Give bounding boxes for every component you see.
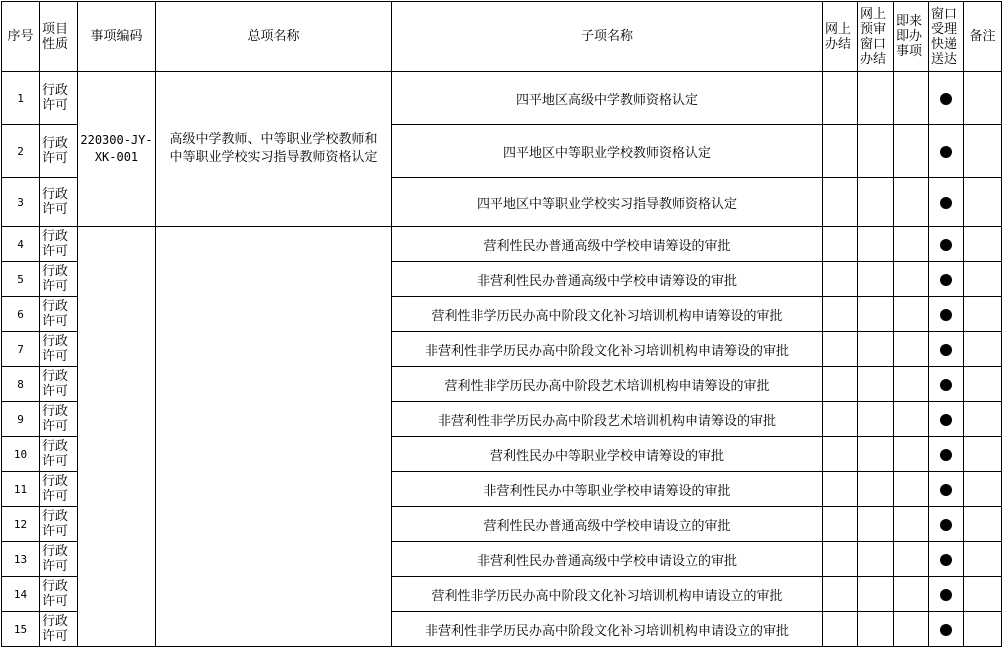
- header-code: 事项编码: [78, 2, 156, 72]
- filled-circle-icon: [940, 554, 952, 566]
- remark-cell: [964, 472, 1002, 507]
- row-number: 8: [2, 367, 40, 402]
- table-row: [2, 227, 1002, 262]
- sub-item-name: 营利性民办普通高级中学校申请筹设的审批: [392, 227, 823, 262]
- instant-cell: [894, 437, 929, 472]
- table-row: [2, 72, 1002, 125]
- row-number: 3: [2, 178, 40, 227]
- remark-cell: [964, 178, 1002, 227]
- online-cell: [823, 577, 858, 612]
- window-express-cell: [929, 437, 964, 472]
- sub-item-name: 非营利性民办中等职业学校申请筹设的审批: [392, 472, 823, 507]
- pre-review-cell: [858, 125, 894, 178]
- window-express-cell: [929, 542, 964, 577]
- remark-cell: [964, 507, 1002, 542]
- general-item-name: 高级中学教师、中等职业学校教师和 中等职业学校实习指导教师资格认定: [156, 72, 392, 227]
- filled-circle-icon: [940, 589, 952, 601]
- row-nature: 行政 许可: [40, 402, 78, 437]
- online-cell: [823, 612, 858, 647]
- instant-cell: [894, 178, 929, 227]
- row-number: 5: [2, 262, 40, 297]
- row-number: 15: [2, 612, 40, 647]
- pre-review-cell: [858, 542, 894, 577]
- online-cell: [823, 437, 858, 472]
- instant-cell: [894, 72, 929, 125]
- pre-review-cell: [858, 262, 894, 297]
- row-number: 2: [2, 125, 40, 178]
- row-nature: 行政 许可: [40, 367, 78, 402]
- instant-cell: [894, 577, 929, 612]
- row-number: 11: [2, 472, 40, 507]
- remark-cell: [964, 612, 1002, 647]
- pre-review-cell: [858, 402, 894, 437]
- row-nature: 行政 许可: [40, 297, 78, 332]
- row-number: 9: [2, 402, 40, 437]
- sub-item-name: 非营利性非学历民办高中阶段艺术培训机构申请筹设的审批: [392, 402, 823, 437]
- window-express-cell: [929, 125, 964, 178]
- filled-circle-icon: [940, 239, 952, 251]
- online-cell: [823, 125, 858, 178]
- header-window-express: 窗口 受理 快递 送达: [929, 2, 964, 72]
- online-cell: [823, 297, 858, 332]
- instant-cell: [894, 332, 929, 367]
- row-number: 1: [2, 72, 40, 125]
- filled-circle-icon: [940, 449, 952, 461]
- remark-cell: [964, 437, 1002, 472]
- row-nature: 行政 许可: [40, 507, 78, 542]
- header-pre-review: 网上 预审 窗口 办结: [858, 2, 894, 72]
- sub-item-name: 营利性非学历民办高中阶段文化补习培训机构申请筹设的审批: [392, 297, 823, 332]
- pre-review-cell: [858, 507, 894, 542]
- sub-item-name: 四平地区中等职业学校实习指导教师资格认定: [392, 178, 823, 227]
- row-nature: 行政 许可: [40, 437, 78, 472]
- pre-review-cell: [858, 178, 894, 227]
- instant-cell: [894, 612, 929, 647]
- sub-item-name: 营利性民办普通高级中学校申请设立的审批: [392, 507, 823, 542]
- service-items-table: [1, 1, 1002, 647]
- remark-cell: [964, 332, 1002, 367]
- header-instant: 即来 即办 事项: [894, 2, 929, 72]
- pre-review-cell: [858, 472, 894, 507]
- remark-cell: [964, 227, 1002, 262]
- sub-item-name: 非营利性民办普通高级中学校申请筹设的审批: [392, 262, 823, 297]
- pre-review-cell: [858, 72, 894, 125]
- instant-cell: [894, 297, 929, 332]
- window-express-cell: [929, 72, 964, 125]
- filled-circle-icon: [940, 197, 952, 209]
- online-cell: [823, 72, 858, 125]
- item-code: 220300-JY- XK-001: [78, 72, 156, 227]
- online-cell: [823, 262, 858, 297]
- window-express-cell: [929, 612, 964, 647]
- online-cell: [823, 332, 858, 367]
- sub-item-name: 非营利性非学历民办高中阶段文化补习培训机构申请设立的审批: [392, 612, 823, 647]
- pre-review-cell: [858, 437, 894, 472]
- row-nature: 行政 许可: [40, 577, 78, 612]
- row-nature: 行政 许可: [40, 262, 78, 297]
- sub-item-name: 营利性非学历民办高中阶段艺术培训机构申请筹设的审批: [392, 367, 823, 402]
- sub-item-name: 非营利性非学历民办高中阶段文化补习培训机构申请筹设的审批: [392, 332, 823, 367]
- pre-review-cell: [858, 297, 894, 332]
- header-row: [2, 2, 1002, 72]
- filled-circle-icon: [940, 274, 952, 286]
- window-express-cell: [929, 577, 964, 612]
- header-sub-name: 子项名称: [392, 2, 823, 72]
- online-cell: [823, 542, 858, 577]
- window-express-cell: [929, 367, 964, 402]
- filled-circle-icon: [940, 414, 952, 426]
- sub-item-name: 营利性民办中等职业学校申请筹设的审批: [392, 437, 823, 472]
- window-express-cell: [929, 472, 964, 507]
- header-remark: 备注: [964, 2, 1002, 72]
- window-express-cell: [929, 402, 964, 437]
- row-number: 13: [2, 542, 40, 577]
- remark-cell: [964, 367, 1002, 402]
- filled-circle-icon: [940, 93, 952, 105]
- row-number: 7: [2, 332, 40, 367]
- general-item-name-empty: [156, 227, 392, 647]
- sub-item-name: 营利性非学历民办高中阶段文化补习培训机构申请设立的审批: [392, 577, 823, 612]
- pre-review-cell: [858, 227, 894, 262]
- remark-cell: [964, 125, 1002, 178]
- sub-item-name: 四平地区中等职业学校教师资格认定: [392, 125, 823, 178]
- filled-circle-icon: [940, 309, 952, 321]
- filled-circle-icon: [940, 344, 952, 356]
- instant-cell: [894, 402, 929, 437]
- window-express-cell: [929, 262, 964, 297]
- header-nature: 项目 性质: [40, 2, 78, 72]
- row-nature: 行政 许可: [40, 178, 78, 227]
- instant-cell: [894, 125, 929, 178]
- row-number: 6: [2, 297, 40, 332]
- instant-cell: [894, 472, 929, 507]
- window-express-cell: [929, 332, 964, 367]
- remark-cell: [964, 297, 1002, 332]
- row-number: 14: [2, 577, 40, 612]
- pre-review-cell: [858, 367, 894, 402]
- instant-cell: [894, 262, 929, 297]
- filled-circle-icon: [940, 624, 952, 636]
- header-seq: 序号: [2, 2, 40, 72]
- row-nature: 行政 许可: [40, 542, 78, 577]
- window-express-cell: [929, 297, 964, 332]
- remark-cell: [964, 577, 1002, 612]
- header-online: 网上 办结: [823, 2, 858, 72]
- row-nature: 行政 许可: [40, 72, 78, 125]
- row-nature: 行政 许可: [40, 472, 78, 507]
- remark-cell: [964, 72, 1002, 125]
- window-express-cell: [929, 507, 964, 542]
- filled-circle-icon: [940, 519, 952, 531]
- row-nature: 行政 许可: [40, 125, 78, 178]
- window-express-cell: [929, 227, 964, 262]
- row-nature: 行政 许可: [40, 612, 78, 647]
- online-cell: [823, 178, 858, 227]
- online-cell: [823, 367, 858, 402]
- online-cell: [823, 472, 858, 507]
- online-cell: [823, 402, 858, 437]
- header-general-name: 总项名称: [156, 2, 392, 72]
- sub-item-name: 非营利性民办普通高级中学校申请设立的审批: [392, 542, 823, 577]
- row-nature: 行政 许可: [40, 227, 78, 262]
- instant-cell: [894, 507, 929, 542]
- filled-circle-icon: [940, 146, 952, 158]
- remark-cell: [964, 402, 1002, 437]
- instant-cell: [894, 227, 929, 262]
- remark-cell: [964, 262, 1002, 297]
- remark-cell: [964, 542, 1002, 577]
- filled-circle-icon: [940, 379, 952, 391]
- row-number: 4: [2, 227, 40, 262]
- filled-circle-icon: [940, 484, 952, 496]
- online-cell: [823, 507, 858, 542]
- pre-review-cell: [858, 577, 894, 612]
- row-nature: 行政 许可: [40, 332, 78, 367]
- sub-item-name: 四平地区高级中学教师资格认定: [392, 72, 823, 125]
- pre-review-cell: [858, 332, 894, 367]
- item-code-empty: [78, 227, 156, 647]
- instant-cell: [894, 367, 929, 402]
- pre-review-cell: [858, 612, 894, 647]
- online-cell: [823, 227, 858, 262]
- row-number: 10: [2, 437, 40, 472]
- row-number: 12: [2, 507, 40, 542]
- window-express-cell: [929, 178, 964, 227]
- instant-cell: [894, 542, 929, 577]
